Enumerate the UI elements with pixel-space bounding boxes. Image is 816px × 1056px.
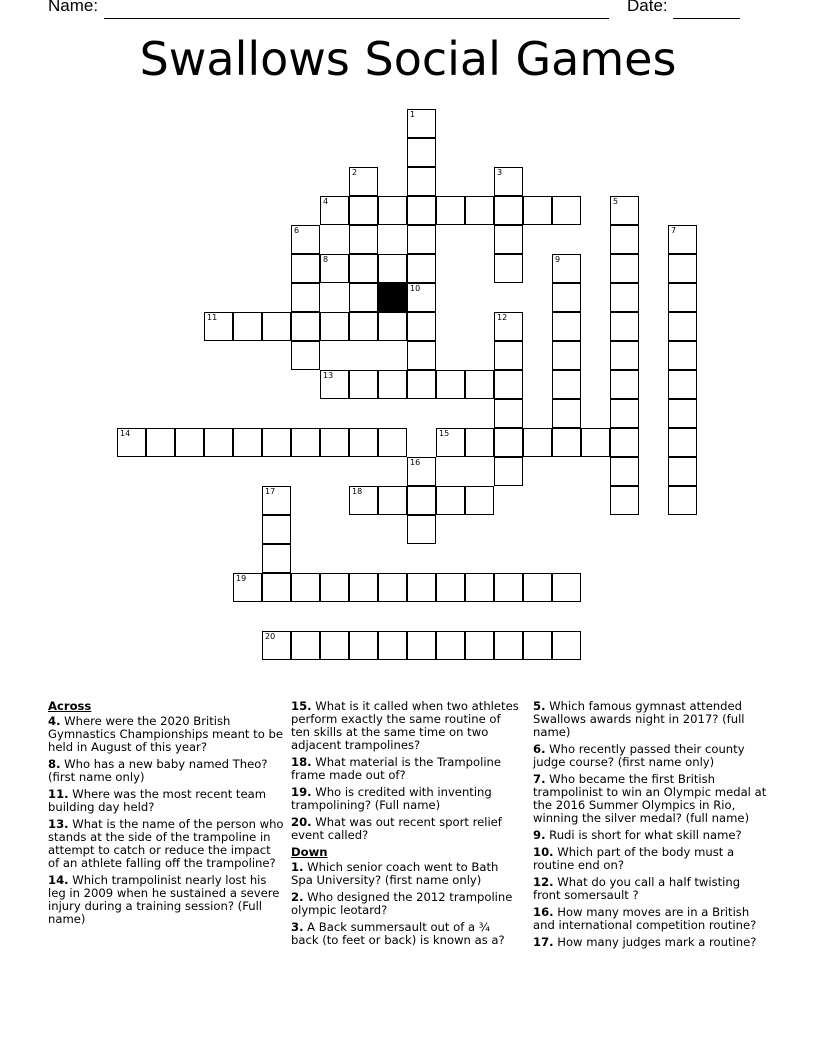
crossword-cell[interactable] [407, 631, 436, 660]
crossword-cell[interactable] [262, 312, 291, 341]
crossword-cell[interactable] [146, 428, 175, 457]
crossword-cell[interactable] [407, 283, 436, 312]
crossword-cell[interactable] [494, 370, 523, 399]
crossword-cell[interactable] [349, 370, 378, 399]
clue-down-16: 16. How many moves are in a British and international competition routine? [533, 905, 757, 932]
crossword-cell[interactable] [262, 631, 291, 660]
crossword-cell[interactable] [349, 196, 378, 225]
crossword-cell[interactable] [117, 428, 146, 457]
crossword-cell[interactable] [668, 225, 697, 254]
clue-down-7: 7. Who became the first British trampolinist to win an Olympic medal at the 2016 Summer Olympics in Rio, winning the silver medal? (full name) [533, 772, 767, 825]
crossword-cell[interactable] [610, 428, 639, 457]
clue-number: 9 [555, 255, 561, 264]
crossword-cell[interactable] [407, 341, 436, 370]
crossword-cell[interactable] [552, 573, 581, 602]
crossword-cell[interactable] [610, 341, 639, 370]
clue-across-19: 19. Who is credited with inventing trampolining? (Full name) [291, 785, 492, 812]
crossword-cell[interactable] [610, 196, 639, 225]
crossword-cell[interactable] [407, 457, 436, 486]
crossword-cell[interactable] [552, 341, 581, 370]
clue-number: 7 [671, 226, 677, 235]
clue-number: 19 [236, 574, 247, 583]
crossword-cell[interactable] [349, 225, 378, 254]
crossword-cell[interactable] [436, 196, 465, 225]
crossword-cell[interactable] [610, 486, 639, 515]
crossword-cell[interactable] [378, 573, 407, 602]
crossword-cell[interactable] [552, 370, 581, 399]
crossword-cell[interactable] [291, 254, 320, 283]
crossword-cell[interactable] [262, 573, 291, 602]
crossword-cell[interactable] [407, 573, 436, 602]
crossword-cell[interactable] [349, 283, 378, 312]
crossword-cell[interactable] [494, 341, 523, 370]
crossword-cell[interactable] [668, 312, 697, 341]
clue-number: 3 [497, 168, 503, 177]
crossword-cell[interactable] [465, 486, 494, 515]
crossword-cell[interactable] [523, 573, 552, 602]
crossword-cell[interactable] [349, 254, 378, 283]
crossword-cell[interactable] [523, 631, 552, 660]
crossword-cell[interactable] [610, 399, 639, 428]
crossword-cell[interactable] [320, 254, 349, 283]
clue-down-2: 2. Who designed the 2012 trampoline olympic leotard? [291, 890, 513, 917]
crossword-cell[interactable] [349, 486, 378, 515]
crossword-cell[interactable] [523, 428, 552, 457]
crossword-cell[interactable] [349, 312, 378, 341]
crossword-cell[interactable] [262, 515, 291, 544]
clue-number: 11 [207, 313, 218, 322]
crossword-cell[interactable] [552, 428, 581, 457]
clue-number: 17 [265, 487, 276, 496]
crossword-cell[interactable] [465, 196, 494, 225]
crossword-cell[interactable] [349, 167, 378, 196]
clue-number: 4 [323, 197, 329, 206]
crossword-cell[interactable] [610, 370, 639, 399]
crossword-cell[interactable] [494, 254, 523, 283]
crossword-cell[interactable] [610, 283, 639, 312]
crossword-cell[interactable] [291, 631, 320, 660]
crossword-cell[interactable] [378, 631, 407, 660]
clue-number: 1 [410, 110, 416, 119]
crossword-cell[interactable] [407, 515, 436, 544]
crossword-cell[interactable] [494, 428, 523, 457]
down-heading: Down [291, 845, 328, 859]
crossword-cell[interactable] [378, 196, 407, 225]
crossword-cell[interactable] [204, 312, 233, 341]
crossword-cell[interactable] [320, 631, 349, 660]
crossword-cell[interactable] [494, 399, 523, 428]
crossword-cell[interactable] [552, 312, 581, 341]
crossword-cell[interactable] [320, 573, 349, 602]
crossword-cell[interactable] [668, 254, 697, 283]
crossword-cell[interactable] [349, 428, 378, 457]
crossword-cell[interactable] [668, 283, 697, 312]
crossword-cell[interactable] [378, 486, 407, 515]
clue-across-15: 15. What is it called when two athletes perform exactly the same routine of ten skills at the same time on two adjacent trampolines? [291, 699, 519, 752]
crossword-cell[interactable] [465, 573, 494, 602]
clues-column-1 [48, 700, 284, 930]
crossword-cell[interactable] [407, 225, 436, 254]
crossword-cell[interactable] [610, 312, 639, 341]
black-cell [378, 283, 407, 312]
clue-across-13: 13. What is the name of the person who stands at the side of the trampoline in attempt to catch or reduce the impact of an athlete falling off the trampoline? [48, 817, 284, 870]
crossword-cell[interactable] [552, 631, 581, 660]
clues-column-2 [291, 700, 521, 951]
crossword-cell[interactable] [407, 138, 436, 167]
crossword-cell[interactable] [291, 312, 320, 341]
crossword-cell[interactable] [668, 486, 697, 515]
crossword-cell[interactable] [262, 428, 291, 457]
clue-across-11: 11. Where was the most recent team building day held? [48, 787, 266, 814]
clues-column-3 [533, 700, 767, 953]
crossword-cell[interactable] [436, 573, 465, 602]
clue-across-18: 18. What material is the Trampoline frame made out of? [291, 755, 502, 782]
crossword-cell[interactable] [349, 573, 378, 602]
clue-number: 5 [613, 197, 619, 206]
crossword-cell[interactable] [668, 341, 697, 370]
crossword-cell[interactable] [668, 428, 697, 457]
crossword-cell[interactable] [436, 370, 465, 399]
crossword-cell[interactable] [378, 312, 407, 341]
crossword-cell[interactable] [581, 428, 610, 457]
name-label: Name: [48, 0, 99, 15]
crossword-cell[interactable] [494, 457, 523, 486]
crossword-cell[interactable] [407, 312, 436, 341]
crossword-cell[interactable] [291, 428, 320, 457]
clue-number: 18 [352, 487, 363, 496]
crossword-cell[interactable] [610, 225, 639, 254]
crossword-cell[interactable] [175, 428, 204, 457]
clue-number: 10 [410, 284, 421, 293]
clue-down-10: 10. Which part of the body must a routine end on? [533, 845, 735, 872]
clue-across-20: 20. What was out recent sport relief event called? [291, 815, 502, 842]
crossword-cell[interactable] [436, 631, 465, 660]
clue-number: 6 [294, 226, 300, 235]
crossword-cell[interactable] [465, 631, 494, 660]
crossword-cell[interactable] [668, 457, 697, 486]
crossword-cell[interactable] [668, 399, 697, 428]
crossword-cell[interactable] [668, 370, 697, 399]
clue-number: 15 [439, 429, 450, 438]
crossword-cell[interactable] [407, 370, 436, 399]
page-title: Swallows Social Games [139, 32, 677, 86]
crossword-cell[interactable] [436, 486, 465, 515]
crossword-cell[interactable] [320, 370, 349, 399]
clue-down-1: 1. Which senior coach went to Bath Spa University? (first name only) [291, 860, 499, 887]
crossword-cell[interactable] [320, 312, 349, 341]
crossword-cell[interactable] [378, 370, 407, 399]
clue-across-14: 14. Which trampolinist nearly lost his leg in 2009 when he sustained a severe injury during a training session? (Full name) [48, 873, 280, 926]
clue-number: 13 [323, 371, 334, 380]
crossword-cell[interactable] [320, 428, 349, 457]
crossword-cell[interactable] [407, 486, 436, 515]
crossword-cell[interactable] [436, 428, 465, 457]
crossword-cell[interactable] [465, 370, 494, 399]
crossword-cell[interactable] [494, 573, 523, 602]
crossword-cell[interactable] [407, 254, 436, 283]
clue-down-12: 12. What do you call a half twisting front somersault ? [533, 875, 741, 902]
crossword-cell[interactable] [349, 631, 378, 660]
crossword-cell[interactable] [552, 399, 581, 428]
clue-down-6: 6. Who recently passed their county judge course? (first name only) [533, 742, 745, 769]
crossword-cell[interactable] [552, 196, 581, 225]
crossword-cell[interactable] [378, 428, 407, 457]
crossword-cell[interactable] [407, 109, 436, 138]
crossword-cell[interactable] [407, 196, 436, 225]
crossword-cell[interactable] [320, 196, 349, 225]
clue-number: 20 [265, 632, 276, 641]
crossword-cell[interactable] [407, 167, 436, 196]
date-label: Date: [627, 0, 668, 15]
crossword-cell[interactable] [494, 196, 523, 225]
across-heading: Across [48, 699, 92, 713]
crossword-cell[interactable] [291, 283, 320, 312]
crossword-cell[interactable] [465, 428, 494, 457]
clue-across-8: 8. Who has a new baby named Theo? (first name only) [48, 757, 268, 784]
crossword-cell[interactable] [291, 341, 320, 370]
clue-number: 16 [410, 458, 421, 467]
crossword-cell[interactable] [552, 283, 581, 312]
crossword-cell[interactable] [494, 631, 523, 660]
clue-across-4: 4. Where were the 2020 British Gymnastics Championships meant to be held in August of this year? [48, 714, 283, 754]
crossword-cell[interactable] [262, 544, 291, 573]
crossword-cell[interactable] [494, 225, 523, 254]
crossword-cell[interactable] [204, 428, 233, 457]
clue-number: 14 [120, 429, 131, 438]
clue-down-5: 5. Which famous gymnast attended Swallows awards night in 2017? (full name) [533, 699, 745, 739]
clue-down-9: 9. Rudi is short for what skill name? [533, 828, 742, 842]
crossword-cell[interactable] [523, 196, 552, 225]
clue-number: 8 [323, 255, 329, 264]
clue-number: 2 [352, 168, 358, 177]
crossword-cell[interactable] [233, 428, 262, 457]
crossword-cell[interactable] [291, 573, 320, 602]
crossword-cell[interactable] [233, 312, 262, 341]
crossword-cell[interactable] [610, 254, 639, 283]
clue-down-3: 3. A Back summersault out of a ¾ back (to feet or back) is known as a? [291, 920, 505, 947]
crossword-cell[interactable] [552, 254, 581, 283]
crossword-cell[interactable] [233, 573, 262, 602]
crossword-cell[interactable] [494, 167, 523, 196]
crossword-cell[interactable] [378, 254, 407, 283]
crossword-cell[interactable] [291, 225, 320, 254]
crossword-cell[interactable] [262, 486, 291, 515]
crossword-cell[interactable] [610, 457, 639, 486]
crossword-cell[interactable] [494, 312, 523, 341]
clue-number: 12 [497, 313, 508, 322]
clue-down-17: 17. How many judges mark a routine? [533, 935, 757, 949]
